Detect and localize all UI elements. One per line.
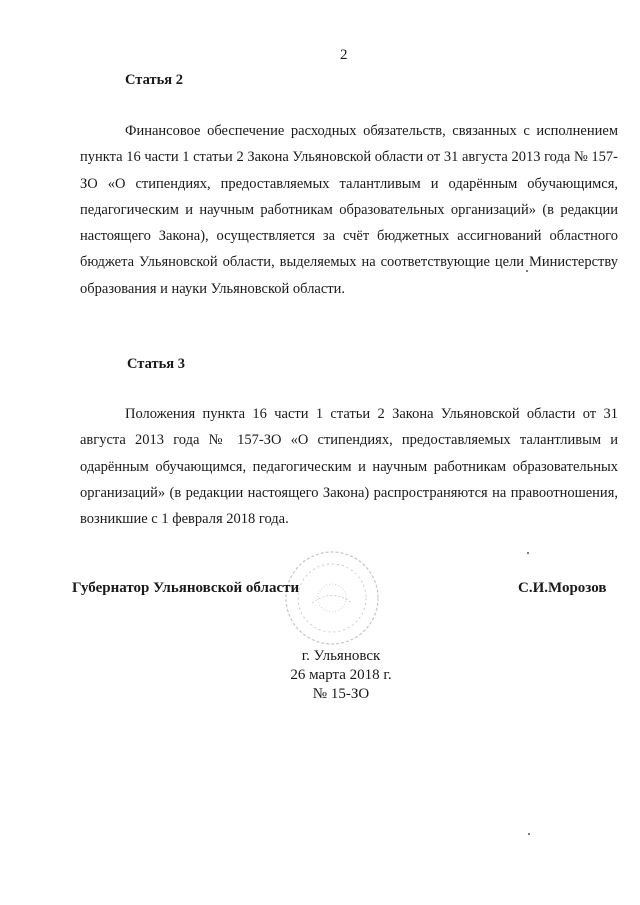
place-date-block: [0, 647, 640, 704]
article-3-heading: Статья 3: [127, 356, 185, 372]
governor-title: Губернатор Ульяновской области: [72, 580, 300, 596]
law-number: № 15-ЗО: [312, 686, 370, 702]
governor-name: С.И.Морозов: [518, 580, 607, 596]
article-2-text: Финансовое обеспечение расходных обязательств, связанных с исполнением пункта 16 части 1 статьи 2 Закона Ульяновской области от 31 августа 2013 года № 157-ЗО «О стипендиях, предоставляемых талантливым и одарённым обучающимся, педагогическим и научным работникам образовательных организаций» (в редакции настоящего Закона), осуществляется за счёт бюджетных ассигнований областного бюджета Ульяновской области, выделяемых на соответствующие цели Министерству образования и науки Ульяновской области.: [80, 123, 618, 297]
scan-speck: [528, 833, 530, 835]
official-seal-stamp: [282, 548, 382, 648]
article-3-text: Положения пункта 16 части 1 статьи 2 Закона Ульяновской области от 31 августа 2013 года № 157-ЗО «О стипендиях, предоставляемых талантливым и одарённым обучающимся, педагогическим и научным работникам образовательных организаций» (в редакции настоящего Закона) распространяются на правоотношения, возникшие с 1 февраля 2018 года.: [80, 406, 618, 528]
city: г. Ульяновск: [301, 648, 381, 664]
date: 26 марта 2018 г.: [290, 667, 392, 683]
scan-speck: [526, 270, 528, 272]
article-2-heading: Статья 2: [125, 72, 183, 88]
scan-speck: [527, 552, 529, 554]
page-number: 2: [340, 47, 348, 63]
article-3-paragraph: [80, 401, 618, 532]
article-2-paragraph: [80, 118, 618, 302]
